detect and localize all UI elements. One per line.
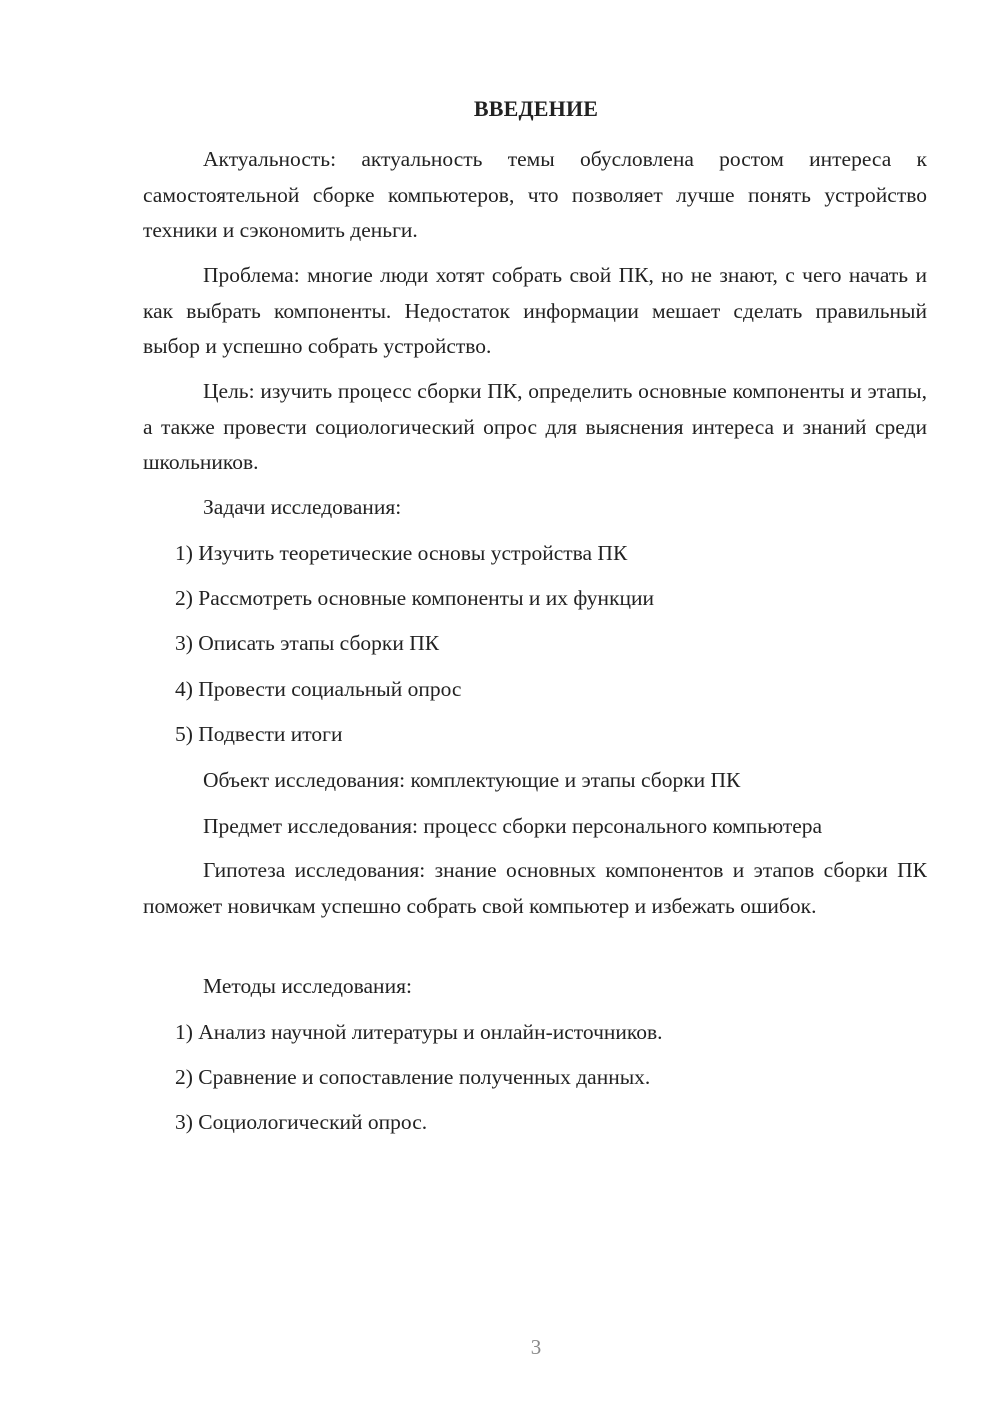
goal-paragraph: Цель: изучить процесс сборки ПК, определить основные компоненты и этапы, а также провести социологический опрос для выяснения интереса и знаний среди школьников. [143, 379, 927, 474]
page-number: 3 [530, 1335, 542, 1359]
relevance-paragraph: Актуальность: актуальность темы обусловлена ростом интереса к самостоятельной сборке компьютеров, что позволяет лучше понять устройство техники и сэкономить деньги. [143, 147, 927, 242]
task-item: 1) Изучить теоретические основы устройства ПК [175, 541, 628, 565]
task-item: 2) Рассмотреть основные компоненты и их функции [175, 586, 655, 610]
section-heading: ВВЕДЕНИЕ [473, 96, 599, 121]
method-item: 2) Сравнение и сопоставление полученных данных. [175, 1065, 651, 1089]
problem-paragraph: Проблема: многие люди хотят собрать свой ПК, но не знают, с чего начать и как выбрать компоненты. Недостаток информации мешает сделать правильный выбор и успешно собрать устройство. [143, 263, 927, 358]
task-item: 4) Провести социальный опрос [175, 677, 462, 701]
method-item: 1) Анализ научной литературы и онлайн-источников. [175, 1020, 663, 1044]
task-item: 5) Подвести итоги [175, 722, 343, 746]
hypothesis-paragraph: Гипотеза исследования: знание основных компонентов и этапов сборки ПК поможет новичкам успешно собрать свой компьютер и избежать ошибок. [143, 858, 927, 918]
method-item: 3) Социологический опрос. [175, 1110, 428, 1134]
tasks-title: Задачи исследования: [203, 495, 402, 519]
subject-line: Предмет исследования: процесс сборки персонального компьютера [203, 814, 823, 838]
methods-title: Методы исследования: [203, 974, 412, 998]
task-item: 3) Описать этапы сборки ПК [175, 631, 440, 655]
object-line: Объект исследования: комплектующие и этапы сборки ПК [203, 768, 741, 792]
